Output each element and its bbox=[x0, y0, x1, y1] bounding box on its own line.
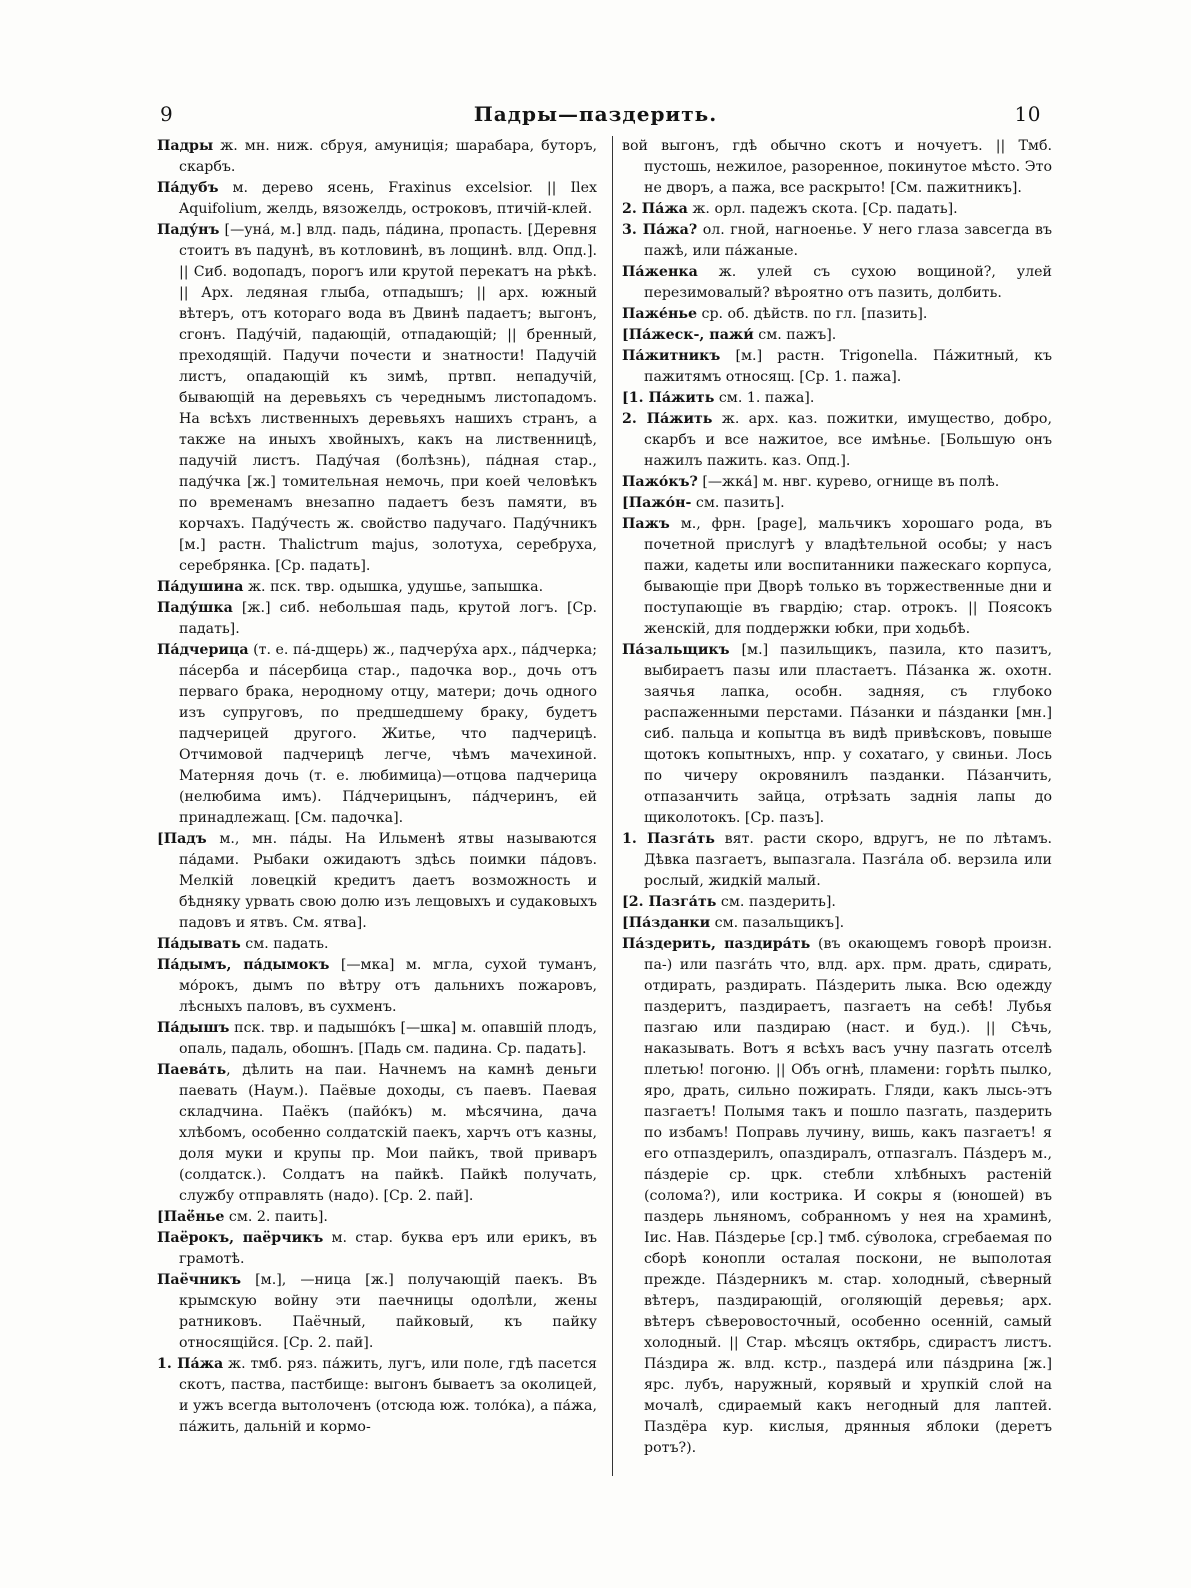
entry-text: [м.] пазильщикъ, пазила, кто пазитъ, выбираетъ пазы или пластаетъ. Па́занка ж. охотн. заячья лапка, особн. задняя, съ глубоко распаженными перстами. Па́занки и па́зданки [мн.] сиб. пальца и копытца въ видѣ привѣсковъ, повыше щотокъ копытныхъ, нпр. у сохатаго, у свиньи. Лось по чичеру окровянилъ пазданки. Па́занчить, отпазанчить зайца, отрѣзать заднія лапы до щиколотокъ. [Ср. пазъ]. bbox=[644, 642, 1052, 826]
entry-headword: [Па́жеск-, пажи́ bbox=[622, 327, 754, 343]
entry-headword: Паёрокъ, паёрчикъ bbox=[157, 1230, 324, 1246]
entry-headword: [Пажо́н- bbox=[622, 495, 692, 511]
entry-headword: [2. Пазга́ть bbox=[622, 894, 717, 910]
dictionary-entry bbox=[622, 220, 1052, 262]
entry-text: см. пазить]. bbox=[691, 495, 785, 511]
entry-text: ж. тмб. ряз. па́жить, лугъ, или поле, гдѣ пасется скотъ, паства, пастбище: выгонъ бываетъ за околицей, и ужъ всегда вытолоченъ (отсюда юж. толо́ка), а па́жа, па́жить, дальній и кормо- bbox=[179, 1356, 597, 1435]
dictionary-entry bbox=[157, 934, 597, 955]
entry-headword: Па́зальщикъ bbox=[622, 642, 730, 658]
entry-headword: Па́дышъ bbox=[157, 1020, 230, 1036]
dictionary-entry bbox=[622, 892, 1052, 913]
entry-text: м., мн. па́ды. На Ильменѣ ятвы называются па́дами. Рыбаки ожидаютъ здѣсь поимки па́довъ. Мелкій ловецкій кредитъ даетъ возможность и бѣдняку урвать свою долю изъ лещовыхъ и судаковыхъ падовъ и ятвъ. См. ятва]. bbox=[179, 831, 597, 931]
dictionary-entry bbox=[157, 1228, 597, 1270]
entry-headword: Па́житникъ bbox=[622, 348, 721, 364]
entry-text: [м.] растн. Trigonella. Па́житный, къ пажитямъ относящ. [Ср. 1. пажа]. bbox=[644, 348, 1052, 385]
page-number-right: 10 bbox=[1014, 102, 1041, 126]
entry-headword: Па́женка bbox=[622, 264, 698, 280]
entry-headword: 1. Пазга́ть bbox=[622, 831, 715, 847]
entry-headword: Падры bbox=[157, 138, 214, 154]
entry-text: ол. гной, нагноенье. У него глаза завсегда въ пажѣ, или па́жаные. bbox=[644, 222, 1052, 259]
dictionary-entry bbox=[157, 1018, 597, 1060]
dictionary-entry bbox=[622, 262, 1052, 304]
entry-text: (въ окающемъ говорѣ произн. па-) или пазга́ть что, влд. арх. прм. драть, сдирать, отдирать, раздирать. Па́здерить лыка. Всю одежду паздеритъ, паздираетъ, пазгаетъ на себѣ! Лубья пазгаю или паздираю (наст. и буд.). || Сѣчь, наказывать. Вотъ я всѣхъ васъ учну пазгать отселѣ плетью! погоню. || Объ огнѣ, пламени: горѣть пылко, яро, драть, сильно пожирать. Гляди, какъ лысь-этъ пазгаетъ! Полымя такъ и пошло пазгать, паздерить по избамъ! Поправь лучину, вишь, какъ пазгаетъ! я его отпаздерилъ, опаздиралъ, отпазгалъ. Па́здеръ м., па́здеріе ср. црк. стебли хлѣбныхъ растеній (солома?), или кострика. И сокры я (юношей) въ паздерь льняномъ, собранномъ у нея на храминѣ, Iис. Нав. Па́здерье [ср.] тмб. су́волока, сгребаемая по сборѣ конопли осталая поскони, не выполотая прежде. Па́здерникъ м. стар. холодный, сѣверный вѣтеръ, паздирающій, оголяющій деревья; арх. вѣтеръ сѣверовосточный, особенно осенній, самый холодный. || Стар. мѣсяцъ октябрь, сдирастъ листъ. Па́здира ж. влд. кстр., паздера́ или па́здрина [ж.] ярс. лубъ, наружный, корявый и хрупкій слой на мочалѣ, сдираемый какъ негодный для лаптей. Паздёра кур. кислыя, дрянныя яблоки (деретъ ротъ?). bbox=[644, 936, 1052, 1456]
entry-text: ж. орл. падежъ скота. [Ср. падать]. bbox=[687, 201, 958, 217]
dictionary-entry bbox=[157, 178, 597, 220]
entry-text: ж. арх. каз. пожитки, имущество, добро, скарбъ и все нажитое, все имѣнье. [Большую онъ нажилъ пажить. каз. Опд.]. bbox=[644, 411, 1052, 469]
dictionary-entry bbox=[622, 934, 1052, 1459]
dictionary-entry bbox=[622, 136, 1052, 199]
entry-text: [ж.] сиб. небольшая падь, крутой логъ. [Ср. падать]. bbox=[179, 600, 597, 637]
entry-text: [м.], —ница [ж.] получающій паекъ. Въ крымскую войну эти паечницы одолѣли, жены ратниковъ. Паёчный, пайковый, къ пайку относящійся. [Ср. 2. пай]. bbox=[179, 1272, 597, 1351]
dictionary-entry bbox=[622, 829, 1052, 892]
dictionary-entry bbox=[157, 955, 597, 1018]
entry-text: [—уна́, м.] влд. падь, па́дина, пропасть. [Деревня стоитъ въ падунѣ, въ котловинѣ, въ лощинѣ. влд. Опд.]. || Сиб. водопадъ, порогъ или крутой перекатъ на рѣкѣ. || Арх. ледяная глыба, отпадышъ; || арх. южный вѣтеръ, отъ котораго вода въ Двинѣ падаетъ; выгонъ, сгонъ. Паду́чій, падающій, отпадающій; || бренный, преходящій. Падучи почести и знатности! Падучій листъ, опадающій къ зимѣ, пртвп. непадучій, бывающій на деревьяхъ съ череднымъ листопадомъ. На всѣхъ лиственныхъ деревьяхъ нашихъ странъ, а также на иныхъ хвойныхъ, какъ на лиственницѣ, падучій листъ. Паду́чая (болѣзнь), па́дная стар., паду́чка [ж.] томительная немочь, при коей человѣкъ по временамъ внезапно падаетъ безъ памяти, въ корчахъ. Паду́честь ж. свойство падучаго. Паду́чникъ [м.] растн. Thalictrum majus, золотуха, серебруха, серебрянка. [Ср. падать]. bbox=[179, 222, 597, 574]
entry-headword: Паёчникъ bbox=[157, 1272, 242, 1288]
entry-text: пск. твр. и падышо́къ [—шка] м. опавшій плодъ, опаль, падаль, обошнъ. [Падь см. падина. Ср. падать]. bbox=[179, 1020, 597, 1057]
entry-headword: Паева́ть bbox=[157, 1062, 227, 1078]
entry-text: см. паздерить]. bbox=[716, 894, 836, 910]
entry-headword: [1. Па́жить bbox=[622, 390, 715, 406]
entry-headword: Па́дубъ bbox=[157, 180, 219, 196]
dictionary-entry bbox=[157, 1207, 597, 1228]
entry-headword: 2. Па́жа bbox=[622, 201, 688, 217]
column-divider bbox=[612, 136, 613, 1476]
page-number-left: 9 bbox=[160, 102, 174, 126]
dictionary-entry bbox=[622, 640, 1052, 829]
dictionary-entry bbox=[622, 199, 1052, 220]
entry-text: (т. е. па́-дщерь) ж., падчеру́ха арх., па́дчерка; па́серба и па́сербица стар., падочка вор., дочь отъ перваго брака, неродному отцу, матери; дочь одного изъ супруговъ, по предшедшему браку, будетъ падчерицей другого. Житье, что падчерицѣ. Отчимовой падчерицѣ легче, чѣмъ мачехиной. Матерняя дочь (т. е. любимица)—отцова падчерица (нелюбима имъ). Па́дчерицынъ, па́дчеринъ, ей принадлежащ. [См. падочка]. bbox=[179, 642, 597, 826]
dictionary-entry bbox=[622, 493, 1052, 514]
dictionary-entry bbox=[157, 829, 597, 934]
entry-headword: Паду́шка bbox=[157, 600, 233, 616]
entry-headword: [Па́зданки bbox=[622, 915, 711, 931]
entry-text: м., фрн. [page], мальчикъ хорошаго рода, въ почетной прислугѣ у владѣтельной особы; у насъ пажи, кадеты или воспитанники пажескаго корпуса, бывающіе при Дворѣ только въ торжественные дни и поступающіе въ гвардію; стар. отрокъ. || Поясокъ женскій, для поддержки юбки, при ходьбѣ. bbox=[644, 516, 1052, 637]
entry-text: см. падать. bbox=[240, 936, 329, 952]
entry-headword: Па́душина bbox=[157, 579, 244, 595]
entry-text: ж. улей съ сухою вощиной?, улей перезимовалый? вѣроятно отъ пазить, долбить. bbox=[644, 264, 1052, 301]
entry-text: м. дерево ясень, Fraxinus excelsior. || Ilex Aquifolium, желдь, вязожелдь, остроковъ, птичій-клей. bbox=[179, 180, 597, 217]
entry-headword: [Паё́нье bbox=[157, 1209, 225, 1225]
entry-text: [—мка] м. мгла, сухой туманъ, мо́рокъ, дымъ по вѣтру отъ дальнихъ пожаровъ, лѣсныхъ паловъ, въ сухменъ. bbox=[179, 957, 597, 1015]
entry-text: вой выгонъ, гдѣ обычно скотъ и ночуетъ. || Тмб. пустошь, нежилое, разоренное, покинутое мѣсто. Это не дворъ, а пажа, все раскрыто! [См. пажитникъ]. bbox=[622, 138, 1052, 196]
entry-headword: Паже́нье bbox=[622, 306, 697, 322]
dictionary-entry bbox=[622, 913, 1052, 934]
dictionary-entry bbox=[622, 514, 1052, 640]
dictionary-entry bbox=[157, 1270, 597, 1354]
entry-text: [—жка́] м. нвг. курево, огнище въ полѣ. bbox=[697, 474, 1000, 490]
entry-headword: Пажо́къ? bbox=[622, 474, 698, 490]
dictionary-entry bbox=[157, 136, 597, 178]
entry-headword: 2. Па́жить bbox=[622, 411, 713, 427]
entry-headword: Па́дымъ, па́дымокъ bbox=[157, 957, 330, 973]
entry-text: ср. об. дѣйств. по гл. [пазить]. bbox=[696, 306, 928, 322]
dictionary-entry bbox=[157, 1060, 597, 1207]
entry-text: см. 1. пажа]. bbox=[714, 390, 815, 406]
dictionary-entry bbox=[157, 220, 597, 577]
entry-text: см. пазальщикъ]. bbox=[710, 915, 845, 931]
dictionary-entry bbox=[157, 598, 597, 640]
dictionary-entry bbox=[622, 325, 1052, 346]
right-column bbox=[622, 136, 1052, 1481]
entry-headword: [Падъ bbox=[157, 831, 207, 847]
entry-text: см. пажъ]. bbox=[753, 327, 837, 343]
entry-text: м. стар. буква еръ или ерикъ, въ грамотѣ. bbox=[179, 1230, 597, 1267]
dictionary-entry bbox=[157, 577, 597, 598]
dictionary-entry bbox=[622, 304, 1052, 325]
entry-text: вят. расти скоро, вдругъ, не по лѣтамъ. Дѣвка пазгаетъ, выпазгала. Пазга́ла об. верзила или рослый, жидкій малый. bbox=[644, 831, 1052, 889]
entry-text: , дѣлить на паи. Начнемъ на камнѣ деньги паевать (Наум.). Паёвые доходы, съ паевъ. Паевая складчина. Паёкъ (пайо́къ) м. мѣсячина, дача хлѣбомъ, особенно солдатскій паекъ, харчъ отъ казны, доля муки и крупы пр. Мои пайкъ, твой приваръ (солдатск.). Солдатъ на пайкѣ. Пайкѣ получать, службу отправлять (надо). [Ср. 2. пай]. bbox=[179, 1062, 597, 1204]
entry-headword: Пажъ bbox=[622, 516, 670, 532]
entry-headword: Па́дчерица bbox=[157, 642, 249, 658]
entry-text: ж. мн. ниж. сбруя, амуниція; шарабара, буторъ, скарбъ. bbox=[179, 138, 597, 175]
entry-text: см. 2. паить]. bbox=[224, 1209, 328, 1225]
dictionary-entry bbox=[622, 346, 1052, 388]
entry-text: ж. пск. твр. одышка, удушье, запышка. bbox=[243, 579, 544, 595]
dictionary-entry bbox=[622, 472, 1052, 493]
entry-headword: 1. Па́жа bbox=[157, 1356, 224, 1372]
entry-headword: Па́дывать bbox=[157, 936, 241, 952]
page-title: Падры—паздерить. bbox=[473, 102, 718, 126]
dictionary-entry bbox=[157, 640, 597, 829]
dictionary-entry bbox=[622, 409, 1052, 472]
entry-headword: Паду́нъ bbox=[157, 222, 220, 238]
entry-headword: Па́здерить, паздира́ть bbox=[622, 936, 811, 952]
dictionary-entry bbox=[622, 388, 1052, 409]
dictionary-entry bbox=[157, 1354, 597, 1438]
entry-headword: 3. Па́жа? bbox=[622, 222, 698, 238]
left-column bbox=[157, 136, 597, 1481]
